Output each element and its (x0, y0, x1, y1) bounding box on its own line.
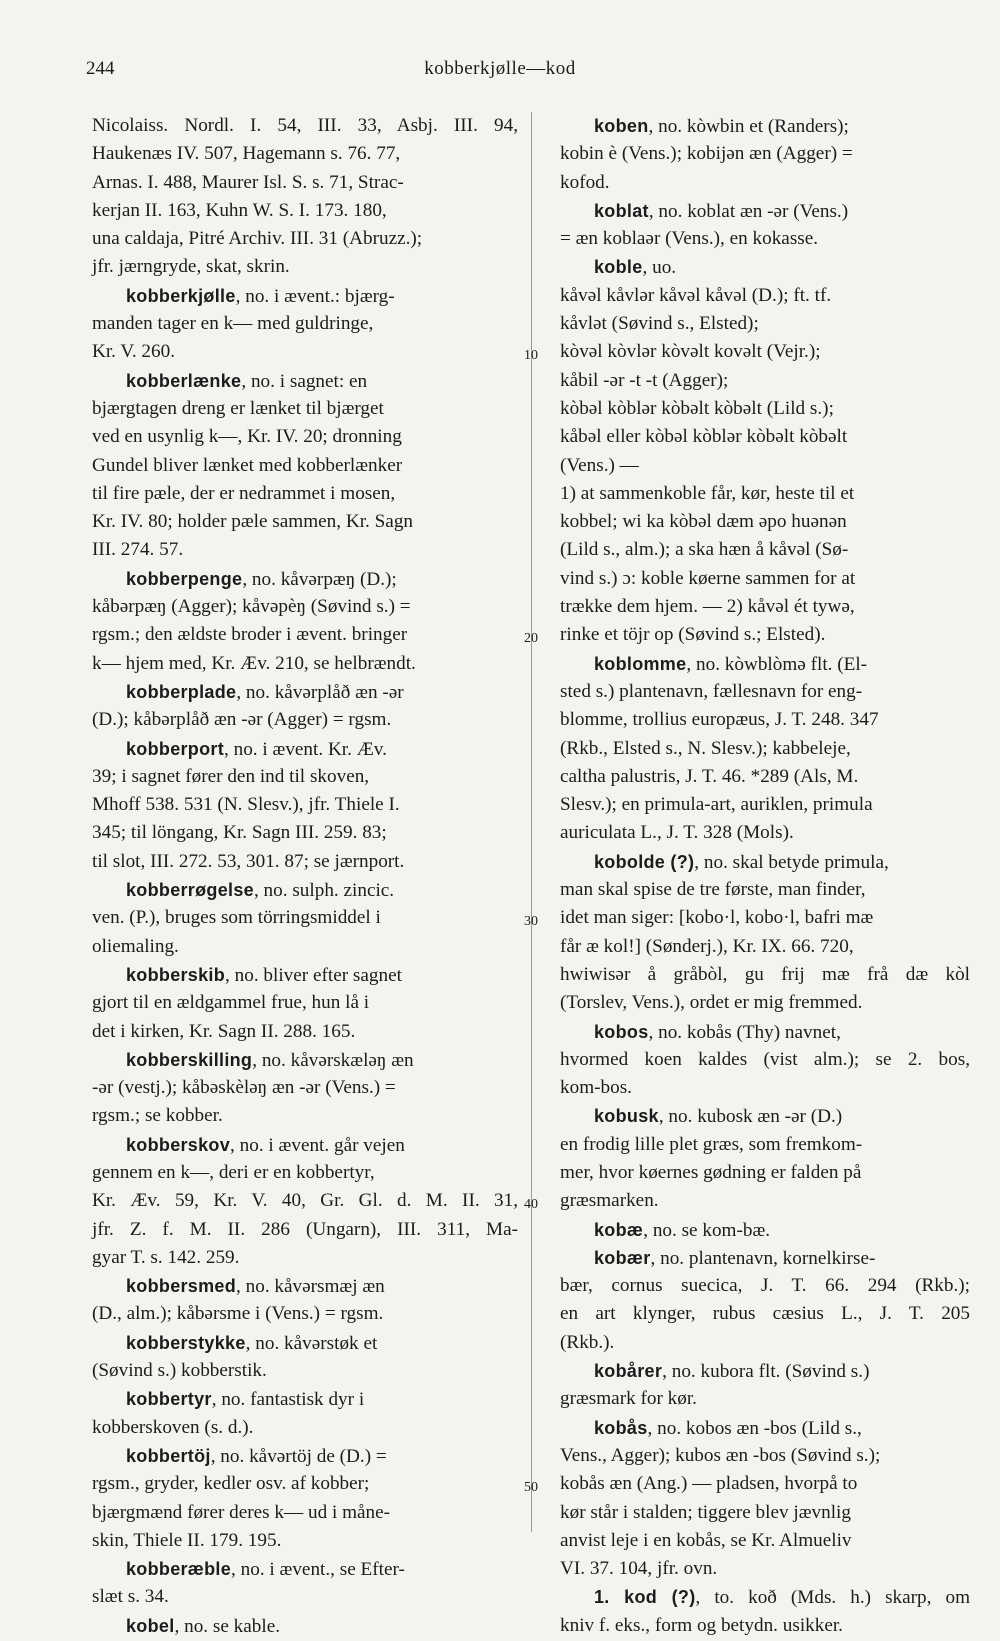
right-column-line (560, 169, 970, 197)
headword: kobberskov (126, 1134, 231, 1155)
line-text: anvist leje i en kobås, se Kr. Almueliv (560, 1529, 852, 1551)
entry-text: , no. kåvərplåð æn -ər (236, 681, 404, 703)
line-text: kom-bos. (560, 1077, 632, 1099)
line-text: ven. (P.), bruges som törringsmiddel i (92, 907, 381, 929)
line-text: manden tager en k— med guldringe, (92, 313, 374, 335)
line-text: VI. 37. 104, jfr. ovn. (560, 1558, 718, 1580)
left-column-line (92, 565, 518, 593)
left-column-line (92, 735, 518, 763)
line-text: rgsm.; den ældste broder i ævent. bringer (92, 624, 408, 646)
line-number-40: 40 (524, 1197, 538, 1212)
line-text: kobbel; wi ka kòbəl dæm əpo huənən (560, 511, 847, 533)
line-text (594, 1244, 875, 1272)
right-column-line (560, 678, 970, 706)
line-text (594, 1414, 862, 1442)
line-text: får æ kol!] (Sønderj.), Kr. IX. 66. 720, (560, 935, 854, 957)
line-text: bjærgtagen dreng er lænket til bjærget (92, 397, 384, 419)
line-text (126, 1612, 280, 1640)
right-column-line (560, 1300, 970, 1328)
left-column-line (92, 367, 518, 395)
running-head: kobberkjølle—kod (424, 58, 576, 79)
line-text: una caldaja, Pitré Archiv. III. 31 (Abruzz.); (92, 228, 423, 250)
right-column-line (560, 763, 970, 791)
line-text: kòbəl kòblər kòbəlt kòbəlt (Lild s.); (560, 397, 834, 419)
right-column-line (560, 1329, 970, 1357)
left-column-line (92, 1159, 518, 1187)
line-text: Slesv.); en primula-art, auriklen, primula (560, 794, 873, 816)
headword: kobbertyr (126, 1389, 212, 1410)
right-column-line (560, 933, 970, 961)
line-text: en art klynger, rubus cæsius L., J. T. 205 (560, 1303, 970, 1325)
line-text: kør står i stalden; tiggere blev jævnlig (560, 1501, 851, 1523)
right-column-line (560, 819, 970, 847)
entry-text: , no. skal betyde primula, (694, 851, 889, 873)
right-column-line (560, 253, 970, 281)
line-text: græsmarken. (560, 1190, 659, 1212)
headword: kobbersmed (126, 1276, 237, 1297)
right-column (560, 112, 970, 1640)
headword: kobolde (?) (594, 851, 695, 872)
line-text: kåvəl kåvlər kåvəl kåvəl (D.); ft. tf. (560, 284, 832, 306)
line-number-20: 20 (524, 631, 538, 646)
line-text: kobin è (Vens.); kobijən æn (Agger) = (560, 143, 853, 165)
entry-text: , no. i ævent.: bjærg- (235, 285, 395, 307)
line-text: Mhoff 538. 531 (N. Slesv.), jfr. Thiele I. (92, 794, 400, 816)
right-column-line (560, 706, 970, 734)
line-text: til fire pæle, der er nedrammet i mosen, (92, 482, 396, 504)
entry-text: , no. bliver efter sagnet (225, 964, 402, 986)
entry-text: , no. kåvərskæləŋ æn (252, 1049, 414, 1071)
headword: kobæ (594, 1219, 644, 1240)
right-column-line (560, 310, 970, 338)
line-text: jfr. Z. f. M. II. 286 (Ungarn), III. 311, Ma- (92, 1218, 518, 1240)
right-column-line (560, 282, 970, 310)
headword: koble (594, 257, 643, 278)
line-text: bær, cornus suecica, J. T. 66. 294 (Rkb.); (560, 1275, 970, 1297)
left-column-line (92, 848, 518, 876)
entry-text: , no. i ævent., se Efter- (231, 1559, 405, 1581)
line-text (594, 1583, 970, 1611)
right-column-line (560, 1612, 970, 1640)
line-text (126, 1442, 387, 1470)
line-text: vind s.) ɔ: koble køerne sammen for at (560, 567, 856, 589)
line-text: græsmark for kør. (560, 1388, 697, 1410)
line-text: -ər (vestj.); kåbəskèləŋ æn -ər (Vens.) = (92, 1077, 396, 1099)
headword: kobusk (594, 1106, 659, 1127)
left-column-line (92, 989, 518, 1017)
line-text: caltha palustris, J. T. 46. *289 (Als, M. (560, 765, 859, 787)
entry-text: , no. kòwblòmə flt. (El- (686, 653, 868, 675)
right-column-line (560, 197, 970, 225)
line-text: auriculata L., J. T. 328 (Mols). (560, 822, 794, 844)
line-text: (Rkb., Elsted s., N. Slesv.); kabbeleje, (560, 737, 851, 759)
left-column-line (92, 1187, 518, 1215)
left-column-line (92, 876, 518, 904)
entry-text: , to. koð (Mds. h.) skarp, om (695, 1587, 971, 1609)
right-column-line (560, 1414, 970, 1442)
left-column-line (92, 395, 518, 423)
line-text (594, 112, 849, 140)
line-text: (Rkb.). (560, 1331, 615, 1353)
line-text: rinke et töjr op (Søvind s.; Elsted). (560, 624, 826, 646)
entry-text: , uo. (642, 257, 677, 279)
left-column-line (92, 1527, 518, 1555)
line-text: trække dem hjem. — 2) kåvəl ét tywə, (560, 596, 855, 618)
line-text (594, 1018, 841, 1046)
line-text: kåvlət (Søvind s., Elsted); (560, 313, 759, 335)
line-text: 345; til löngang, Kr. Sagn III. 259. 83; (92, 822, 387, 844)
right-column-line (560, 1385, 970, 1413)
left-column-line (92, 1102, 518, 1130)
line-text: kobberskoven (s. d.). (92, 1416, 254, 1438)
left-column-line (92, 1612, 518, 1640)
right-column-line (560, 1131, 970, 1159)
right-column-line (560, 621, 970, 649)
line-text: gennem en k—, deri er en kobbertyr, (92, 1161, 375, 1183)
line-text (126, 565, 397, 593)
left-column-line (92, 650, 518, 678)
line-text: ved en usynlig k—, Kr. IV. 20; dronning (92, 426, 402, 448)
entry-text: , no. kobos æn -bos (Lild s., (647, 1417, 862, 1439)
line-text (126, 282, 395, 310)
line-text (594, 1216, 770, 1244)
entry-text: , no. koblat æn -ər (Vens.) (648, 200, 849, 222)
left-column (92, 112, 518, 1640)
line-text: gjort til en ældgammel frue, hun lå i (92, 992, 370, 1014)
right-column-line (560, 904, 970, 932)
left-column-line (92, 253, 518, 281)
line-text (126, 1329, 377, 1357)
line-text: rgsm., gryder, kedler osv. af kobber; (92, 1473, 370, 1495)
headword: kobberplade (126, 681, 237, 702)
left-column-line (92, 452, 518, 480)
left-column-line (92, 791, 518, 819)
right-column-line (560, 225, 970, 253)
column-divider (531, 112, 532, 1532)
entry-text: , no. se kable. (174, 1615, 281, 1637)
right-column-line (560, 1018, 970, 1046)
line-text (594, 1102, 842, 1130)
headword: koblomme (594, 653, 687, 674)
right-column-line (560, 1470, 970, 1498)
left-column-line (92, 169, 518, 197)
line-text (126, 735, 387, 763)
line-text (594, 197, 848, 225)
line-text: III. 274. 57. (92, 539, 184, 561)
left-column-line (92, 1074, 518, 1102)
right-column-line (560, 989, 970, 1017)
page-number: 244 (86, 58, 115, 79)
headword: kobberskib (126, 964, 226, 985)
line-text (126, 367, 367, 395)
line-text: Haukenæs IV. 507, Hagemann s. 76. 77, (92, 143, 401, 165)
line-text: kniv f. eks., form og betydn. usikker. (560, 1614, 843, 1636)
entry-text: , no. kubosk æn -ər (D.) (658, 1106, 843, 1128)
right-column-line (560, 876, 970, 904)
right-column-line (560, 1244, 970, 1272)
left-column-line (92, 112, 518, 140)
line-text: hwiwisər å gråbòl, gu frij mæ frå dæ kòl (560, 963, 970, 985)
headword: kobberskilling (126, 1049, 253, 1070)
right-column-line (560, 1357, 970, 1385)
line-text: til slot, III. 272. 53, 301. 87; se jærnport. (92, 850, 405, 872)
line-text (126, 1131, 405, 1159)
line-text: (D.); kåbərplåð æn -ər (Agger) = rgsm. (92, 709, 392, 731)
left-column-line (92, 1442, 518, 1470)
line-text: jfr. jærngryde, skat, skrin. (92, 256, 290, 278)
line-text (126, 1555, 405, 1583)
entry-text: , no. i ævent. går vejen (230, 1134, 405, 1156)
left-column-line (92, 480, 518, 508)
line-text: oliemaling. (92, 935, 179, 957)
left-column-line (92, 1555, 518, 1583)
entry-text: , no. plantenavn, kornelkirse- (650, 1247, 876, 1269)
line-text (594, 1357, 869, 1385)
left-column-line (92, 140, 518, 168)
line-text: skin, Thiele II. 179. 195. (92, 1529, 282, 1551)
right-column-line (560, 1527, 970, 1555)
right-column-line (560, 395, 970, 423)
line-text: kofod. (560, 171, 610, 193)
headword: kobberrøgelse (126, 880, 254, 901)
right-column-line (560, 508, 970, 536)
left-column-line (92, 1385, 518, 1413)
right-column-line (560, 1046, 970, 1074)
headword: kobel (126, 1615, 175, 1636)
line-text (594, 848, 889, 876)
line-text: sted s.) plantenavn, fællesnavn for eng- (560, 680, 863, 702)
line-text: Nicolaiss. Nordl. I. 54, III. 33, Asbj. III. 94, (92, 115, 518, 136)
headword: kobberport (126, 738, 225, 759)
left-column-line (92, 678, 518, 706)
right-column-line (560, 735, 970, 763)
right-column-line (560, 1159, 970, 1187)
left-column-line (92, 508, 518, 536)
line-text: (D., alm.); kåbərsme i (Vens.) = rgsm. (92, 1303, 384, 1325)
left-column-line (92, 536, 518, 564)
left-column-line (92, 1300, 518, 1328)
line-text (126, 1046, 414, 1074)
entry-text: , no. kòwbin et (Randers); (648, 116, 849, 137)
line-text: det i kirken, Kr. Sagn II. 288. 165. (92, 1020, 356, 1042)
left-column-line (92, 282, 518, 310)
line-text: kerjan II. 163, Kuhn W. S. I. 173. 180, (92, 199, 387, 221)
line-text (126, 876, 394, 904)
line-text: 39; i sagnet fører den ind til skoven, (92, 765, 370, 787)
right-column-line (560, 1102, 970, 1130)
line-text (594, 253, 676, 281)
left-column-line (92, 1018, 518, 1046)
left-column-line (92, 1131, 518, 1159)
headword: kobberpenge (126, 568, 243, 589)
headword: kobberæble (126, 1559, 232, 1580)
right-column-line (560, 565, 970, 593)
headword: kobos (594, 1021, 649, 1042)
line-text: gyar T. s. 142. 259. (92, 1246, 240, 1268)
line-text: k— hjem med, Kr. Æv. 210, se helbrændt. (92, 652, 416, 674)
line-text: (Lild s., alm.); a ska hæn å kåvəl (Sø- (560, 539, 849, 561)
line-text: kåbərpæŋ (Agger); kåvəpèŋ (Søvind s.) = (92, 596, 411, 618)
right-column-line (560, 480, 970, 508)
line-number-30: 30 (524, 914, 538, 929)
line-text: kåbəl eller kòbəl kòblər kòbəlt kòbəlt (560, 426, 848, 448)
right-column-line (560, 1583, 970, 1611)
line-text: (Vens.) — (560, 454, 639, 476)
line-text: Kr. IV. 80; holder pæle sammen, Kr. Sagn (92, 511, 414, 533)
headword: kobås (594, 1417, 648, 1438)
line-text: hvormed koen kaldes (vist alm.); se 2. bos, (560, 1048, 970, 1070)
right-column-line (560, 536, 970, 564)
line-text: bjærgmænd fører deres k— ud i måne- (92, 1501, 391, 1523)
right-column-line (560, 140, 970, 168)
headword: kobberkjølle (126, 285, 236, 306)
line-text: slæt s. 34. (92, 1586, 169, 1608)
entry-text: , no. i sagnet: en (241, 370, 368, 392)
line-text: Gundel bliver lænket med kobberlænker (92, 454, 403, 476)
right-column-line (560, 1074, 970, 1102)
line-text (126, 1272, 385, 1300)
right-column-line (560, 1555, 970, 1583)
line-text (594, 650, 867, 678)
line-text: Arnas. I. 488, Maurer Isl. S. s. 71, Strac- (92, 171, 404, 193)
left-column-line (92, 1244, 518, 1272)
right-column-line (560, 791, 970, 819)
right-column-line (560, 593, 970, 621)
right-column-line (560, 1442, 970, 1470)
left-column-line (92, 1414, 518, 1442)
left-column-line (92, 1216, 518, 1244)
left-column-line (92, 1499, 518, 1527)
line-text: (Torslev, Vens.), ordet er mig fremmed. (560, 992, 863, 1014)
line-text: Kr. Æv. 59, Kr. V. 40, Gr. Gl. d. M. II. 31, (92, 1190, 518, 1212)
entry-text: , no. kåvərtöj de (D.) = (210, 1445, 387, 1467)
left-column-line (92, 1272, 518, 1300)
line-text: mer, hvor køernes gødning er falden på (560, 1161, 862, 1183)
line-text (126, 678, 404, 706)
line-number-50: 50 (524, 1480, 538, 1495)
entry-text: , no. kåvərsmæj æn (236, 1276, 385, 1298)
line-text (126, 1385, 364, 1413)
right-column-line (560, 338, 970, 366)
right-column-line (560, 1499, 970, 1527)
right-column-line (560, 1187, 970, 1215)
left-column-line (92, 338, 518, 366)
left-column-line (92, 225, 518, 253)
left-column-line (92, 593, 518, 621)
entry-text: , no. kåvərpæŋ (D.); (242, 568, 397, 590)
line-text: kåbil -ər -t -t (Agger); (560, 369, 729, 391)
left-column-line (92, 1583, 518, 1611)
right-column-line (560, 452, 970, 480)
entry-text: , no. kobås (Thy) navnet, (648, 1021, 841, 1043)
left-column-line (92, 310, 518, 338)
headword: kobbertöj (126, 1445, 211, 1466)
right-column-line (560, 848, 970, 876)
entry-text: , no. i ævent. Kr. Æv. (224, 738, 387, 760)
headword: 1. kod (?) (594, 1587, 696, 1608)
line-text: kobås æn (Ang.) — pladsen, hvorpå to (560, 1473, 858, 1495)
right-column-line (560, 1272, 970, 1300)
left-column-line (92, 423, 518, 451)
line-text: kòvəl kòvlər kòvəlt kovəlt (Vejr.); (560, 341, 821, 363)
left-column-line (92, 1357, 518, 1385)
left-column-line (92, 1046, 518, 1074)
headword: kobberstykke (126, 1332, 246, 1353)
headword: koben (594, 116, 649, 136)
line-text (126, 961, 402, 989)
headword: kobær (594, 1247, 651, 1268)
line-text: = æn koblaər (Vens.), en kokasse. (560, 228, 819, 250)
right-column-line (560, 367, 970, 395)
line-text: Kr. V. 260. (92, 341, 175, 363)
left-column-line (92, 961, 518, 989)
headword: kobårer (594, 1361, 663, 1382)
line-text: man skal spise de tre første, man finder, (560, 879, 866, 901)
line-text: Vens., Agger); kubos æn -bos (Søvind s.); (560, 1444, 881, 1466)
line-number-10: 10 (524, 348, 538, 363)
left-column-line (92, 621, 518, 649)
entry-text: , no. kubora flt. (Søvind s.) (662, 1361, 870, 1383)
entry-text: , no. kåvərstøk et (245, 1332, 378, 1354)
headword: koblat (594, 200, 649, 221)
line-text: idet man siger: [kobo·l, kobo·l, bafri mæ (560, 907, 874, 929)
left-column-line (92, 197, 518, 225)
line-text: blomme, trollius europæus, J. T. 248. 347 (560, 709, 879, 731)
entry-text: , no. fantastisk dyr i (211, 1389, 365, 1411)
left-column-line (92, 904, 518, 932)
right-column-line (560, 650, 970, 678)
left-column-line (92, 933, 518, 961)
left-column-line (92, 1470, 518, 1498)
left-column-line (92, 706, 518, 734)
line-text: (Søvind s.) kobberstik. (92, 1360, 267, 1382)
right-column-line (560, 112, 970, 140)
line-text: en frodig lille plet græs, som fremkom- (560, 1133, 863, 1155)
left-column-line (92, 819, 518, 847)
right-column-line (560, 423, 970, 451)
line-text: 1) at sammenkoble får, kør, heste til et (560, 482, 855, 504)
left-column-line (92, 1329, 518, 1357)
left-column-line (92, 763, 518, 791)
entry-text: , no. sulph. zincic. (253, 880, 395, 902)
line-text: rgsm.; se kobber. (92, 1105, 223, 1127)
entry-text: , no. se kom-bæ. (643, 1219, 771, 1241)
right-column-line (560, 961, 970, 989)
headword: kobberlænke (126, 370, 242, 391)
right-column-line (560, 1216, 970, 1244)
